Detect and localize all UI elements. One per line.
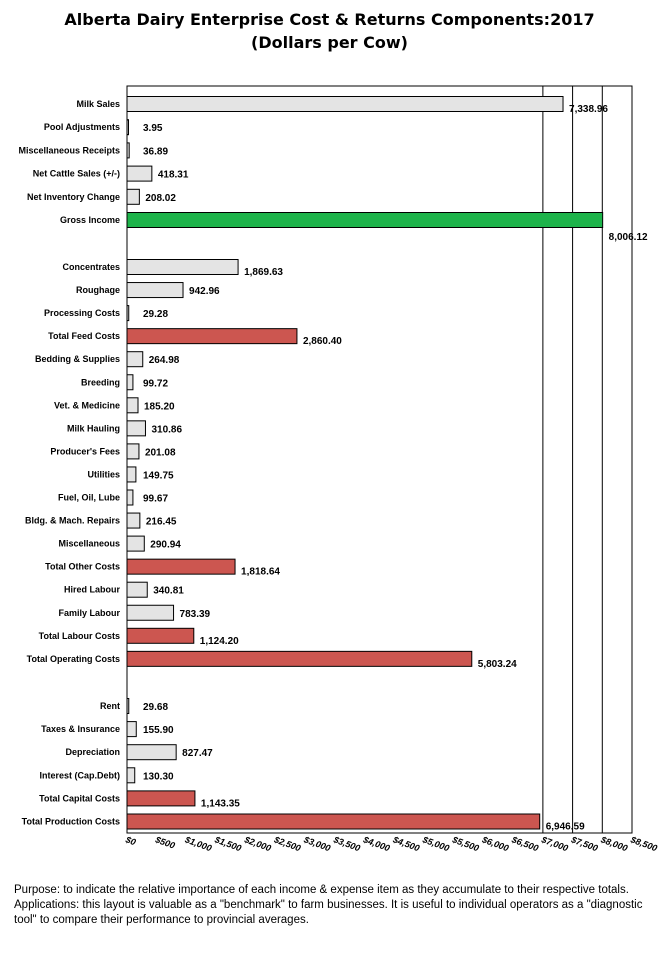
data-label: 29.68 (143, 702, 169, 713)
data-label: 216.45 (145, 516, 177, 528)
bar (127, 651, 472, 666)
data-label: 1,143.35 (200, 798, 240, 810)
x-tick-label: $4,500 (391, 834, 421, 854)
data-label: 185.20 (144, 401, 175, 413)
x-tick-label: $0 (124, 834, 138, 848)
bar (127, 189, 139, 204)
category-label: Miscellaneous (58, 538, 120, 549)
bar (127, 375, 133, 390)
category-label: Depreciation (65, 747, 120, 758)
data-label: 290.94 (150, 539, 181, 551)
category-label: Vet. & Medicine (53, 400, 120, 411)
bar (127, 444, 139, 459)
category-label: Total Production Costs (21, 816, 120, 827)
data-label: 208.02 (145, 192, 176, 204)
data-label: 99.67 (143, 493, 169, 505)
category-label: Milk Sales (76, 99, 120, 109)
x-tick-label: $7,500 (569, 834, 600, 854)
category-label: Interest (Cap.Debt) (39, 770, 120, 781)
bar (127, 143, 129, 158)
purpose-note: Purpose: to indicate the relative importance of each income & expense item as they accumulate to their respective totals. (14, 884, 629, 896)
category-label: Family Labour (58, 607, 120, 618)
category-labels (18, 99, 120, 827)
bar (127, 166, 152, 181)
data-label: 155.90 (143, 725, 174, 737)
category-label: Gross Income (59, 215, 120, 225)
plot-area-border (127, 86, 632, 833)
category-label: Roughage (76, 285, 120, 296)
x-tick-label: $2,000 (243, 834, 273, 854)
category-label: Producer's Fees (50, 446, 120, 457)
x-axis-ticks (123, 834, 658, 853)
data-label: 99.72 (143, 378, 169, 390)
x-tick-label: $8,500 (629, 834, 659, 854)
bar (127, 213, 603, 228)
category-label: Breeding (80, 377, 120, 388)
bar (127, 329, 297, 344)
category-label: Bldg. & Mach. Repairs (24, 515, 120, 526)
data-label: 7,338.96 (569, 104, 608, 115)
bar (127, 97, 563, 112)
bar (127, 628, 194, 643)
bar (127, 467, 136, 482)
data-label: 942.96 (189, 286, 220, 298)
data-label: 36.89 (143, 146, 169, 158)
data-label: 264.98 (148, 355, 180, 367)
x-tick-label: $2,500 (272, 834, 303, 854)
category-label: Fuel, Oil, Lube (57, 492, 120, 503)
x-tick-label: $1,000 (183, 834, 214, 854)
bar (127, 559, 235, 574)
bar (127, 745, 176, 760)
data-label: 130.30 (143, 771, 174, 783)
data-label: 1,818.64 (241, 566, 280, 578)
x-tick-label: $4,000 (361, 834, 392, 854)
data-label: 340.81 (153, 585, 184, 597)
data-label: 5,803.24 (477, 658, 517, 670)
category-label: Total Labour Costs (38, 630, 120, 641)
bar (127, 421, 145, 436)
x-tick-label: $6,500 (510, 834, 540, 854)
bar (127, 582, 147, 597)
bar (127, 814, 540, 829)
bar (127, 490, 133, 505)
category-label: Concentrates (62, 262, 120, 272)
data-label: 3.95 (143, 123, 163, 135)
x-tick-label: $7,000 (540, 834, 570, 854)
category-label: Net Inventory Change (26, 191, 120, 202)
data-label: 783.39 (179, 608, 211, 620)
category-label: Taxes & Insurance (41, 724, 120, 735)
data-label: 2,860.40 (302, 336, 342, 348)
bar (127, 306, 129, 321)
data-label: 418.31 (157, 169, 189, 181)
bars (127, 97, 603, 830)
bar (127, 699, 129, 714)
chart-title-line1: Alberta Dairy Enterprise Cost & Returns Components:2017 (64, 10, 595, 29)
x-tick-label: $3,000 (302, 834, 332, 854)
category-label: Milk Hauling (66, 423, 120, 434)
category-label: Total Feed Costs (48, 331, 120, 342)
bar (127, 722, 136, 737)
category-label: Hired Labour (63, 584, 120, 595)
bar (127, 260, 238, 275)
bar (127, 120, 129, 135)
x-tick-label: $500 (154, 834, 177, 851)
bar (127, 536, 144, 551)
category-label: Bedding & Supplies (34, 354, 120, 365)
bar (127, 513, 140, 528)
category-label: Miscellaneous Receipts (18, 145, 120, 156)
x-tick-label: $5,500 (451, 834, 481, 854)
category-label: Total Capital Costs (39, 793, 120, 804)
bar (127, 605, 174, 620)
gridlines (543, 86, 602, 833)
bar (127, 791, 195, 806)
category-label: Total Other Costs (45, 561, 120, 572)
category-label: Net Cattle Sales (+/-) (32, 168, 120, 179)
x-tick-label: $3,500 (332, 834, 362, 854)
data-label: 1,869.63 (244, 267, 284, 278)
data-label: 6,946.59 (545, 821, 585, 833)
chart-title-line2: (Dollars per Cow) (251, 33, 408, 52)
category-label: Total Operating Costs (26, 653, 120, 664)
bar (127, 352, 143, 367)
bar (127, 283, 183, 298)
x-tick-label: $5,000 (421, 834, 451, 854)
category-label: Utilities (87, 469, 120, 480)
data-label: 1,124.20 (199, 635, 239, 647)
data-label: 310.86 (151, 424, 183, 436)
bar (127, 398, 138, 413)
data-label: 149.75 (143, 470, 174, 482)
applications-note: Applications: this layout is valuable as a "benchmark" to farm businesses. It is useful to individual operators as a "diagnostic tool" to compare their performance to provincial averages. (14, 899, 643, 926)
data-label: 8,006.12 (608, 232, 648, 243)
category-label: Rent (100, 701, 120, 711)
bar (127, 768, 135, 783)
x-tick-label: $8,000 (599, 834, 629, 854)
data-label: 827.47 (182, 748, 213, 760)
footnotes (14, 883, 644, 928)
x-tick-label: $6,000 (480, 834, 511, 854)
data-label: 201.08 (144, 447, 176, 459)
category-label: Pool Adjustments (43, 122, 120, 133)
x-tick-label: $1,500 (213, 834, 243, 854)
data-label: 29.28 (143, 309, 169, 321)
category-label: Processing Costs (43, 308, 120, 319)
